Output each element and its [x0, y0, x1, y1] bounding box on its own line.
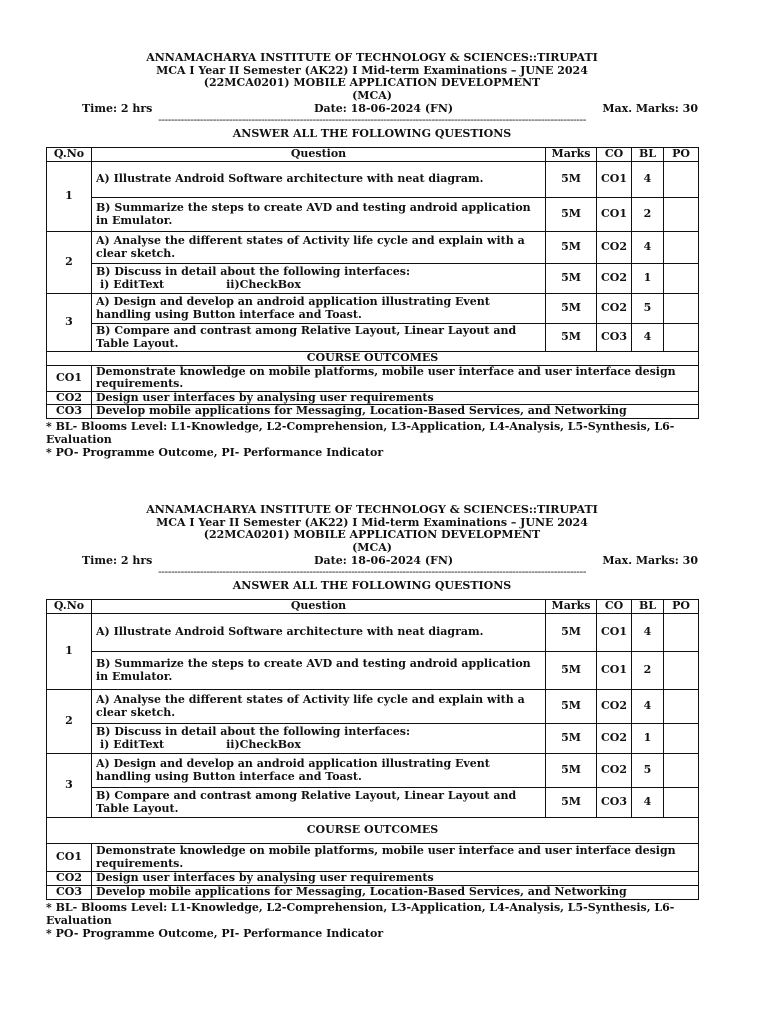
exam-paper-copy-2 — [46, 504, 698, 940]
divider-line: ------------------------------------------------------------------------------------------------------------------------------------- — [158, 116, 586, 126]
exam-time: Time: 2 hrs — [82, 102, 153, 115]
divider-line: ------------------------------------------------------------------------------------------------------------------------------------- — [158, 568, 586, 578]
question-line: in Emulator. — [96, 669, 173, 683]
question-line: clear sketch. — [96, 246, 176, 260]
question-marks: 5M — [546, 614, 597, 652]
question-number: 3 — [47, 754, 92, 818]
outcome-text: Develop mobile applications for Messaging, Location-Based Services, and Networking — [92, 886, 699, 900]
question-co: CO1 — [597, 198, 632, 232]
question-co: CO3 — [597, 788, 632, 818]
table-row — [47, 690, 699, 724]
question-bl: 4 — [632, 788, 664, 818]
question-text — [92, 690, 546, 724]
question-line: B) Summarize the steps to create AVD and testing android application — [96, 657, 531, 670]
paper-header — [46, 52, 698, 102]
question-co: CO2 — [597, 754, 632, 788]
question-po — [664, 162, 699, 198]
outcome-row — [47, 405, 699, 419]
question-marks: 5M — [546, 324, 597, 352]
institute-name: ANNAMACHARYA INSTITUTE OF TECHNOLOGY & SCIENCES::TIRUPATI — [146, 503, 598, 516]
question-line: B) Compare and contrast among Relative Layout, Linear Layout and — [96, 324, 517, 337]
question-po — [664, 652, 699, 690]
exam-max-marks: Max. Marks: 30 — [602, 554, 698, 567]
option-edittext: i) EditText — [100, 737, 165, 751]
question-bl: 4 — [632, 690, 664, 724]
table-row — [47, 264, 699, 294]
question-line: in Emulator. — [96, 213, 173, 227]
question-marks: 5M — [546, 788, 597, 818]
table-row — [47, 614, 699, 652]
question-bl: 2 — [632, 652, 664, 690]
question-po — [664, 264, 699, 294]
question-co: CO2 — [597, 294, 632, 324]
question-line: A) Analyse the different states of Activity life cycle and explain with a — [96, 693, 525, 706]
table-row — [47, 724, 699, 754]
outcome-code: CO1 — [47, 844, 92, 872]
question-number: 2 — [47, 232, 92, 294]
question-line: A) Design and develop an android application illustrating Event — [96, 295, 490, 308]
outcome-text — [92, 844, 699, 872]
outcome-text — [92, 365, 699, 391]
outcomes-title-row — [47, 352, 699, 366]
question-marks: 5M — [546, 652, 597, 690]
bl-note-cont: Evaluation — [46, 914, 112, 927]
question-bl: 1 — [632, 724, 664, 754]
outcome-line: Demonstrate knowledge on mobile platforms, mobile user interface and user interface design — [96, 364, 676, 378]
col-qno: Q.No — [47, 148, 92, 162]
question-line — [96, 279, 541, 292]
exam-meta-row — [46, 554, 698, 568]
question-po — [664, 324, 699, 352]
table-row — [47, 232, 699, 264]
question-bl: 4 — [632, 614, 664, 652]
exam-title: MCA I Year II Semester (AK22) I Mid-term Examinations – JUNE 2024 — [156, 63, 588, 77]
question-number: 2 — [47, 690, 92, 754]
exam-time: Time: 2 hrs — [82, 554, 153, 567]
option-checkbox: ii)CheckBox — [226, 737, 301, 751]
question-line: handling using Button interface and Toast. — [96, 769, 362, 783]
col-co: CO — [597, 148, 632, 162]
table-row — [47, 652, 699, 690]
question-co: CO2 — [597, 264, 632, 294]
question-text — [92, 754, 546, 788]
question-number: 3 — [47, 294, 92, 352]
bl-note-cont: Evaluation — [46, 432, 112, 446]
outcome-line: requirements. — [96, 856, 184, 870]
outcome-text: Design user interfaces by analysing user requirements — [92, 391, 699, 405]
table-row — [47, 162, 699, 198]
col-po: PO — [664, 600, 699, 614]
question-number: 1 — [47, 614, 92, 690]
subject-title: (22MCA0201) MOBILE APPLICATION DEVELOPMENT — [203, 528, 541, 541]
exam-paper-copy-1 — [46, 52, 698, 459]
outcome-row — [47, 391, 699, 405]
outcome-code: CO2 — [47, 872, 92, 886]
question-line: A) Illustrate Android Software architecture with neat diagram. — [96, 625, 484, 639]
question-bl: 2 — [632, 198, 664, 232]
col-bl: BL — [632, 600, 664, 614]
outcome-row — [47, 886, 699, 900]
question-line: clear sketch. — [96, 705, 176, 719]
col-marks: Marks — [546, 148, 597, 162]
question-line: B) Summarize the steps to create AVD and testing android application — [96, 201, 531, 214]
subject-title: (22MCA0201) MOBILE APPLICATION DEVELOPMENT — [203, 76, 541, 89]
instruction: ANSWER ALL THE FOLLOWING QUESTIONS — [232, 579, 512, 592]
question-text — [92, 724, 546, 754]
bl-note: * BL- Blooms Level: L1-Knowledge, L2-Comprehension, L3-Application, L4-Analysis, L5-Synthesis, L6- — [46, 419, 675, 433]
question-bl: 4 — [632, 324, 664, 352]
question-line: A) Illustrate Android Software architecture with neat diagram. — [96, 172, 484, 186]
option-edittext: i) EditText — [100, 277, 165, 291]
question-marks: 5M — [546, 264, 597, 294]
question-po — [664, 788, 699, 818]
question-co: CO1 — [597, 652, 632, 690]
outcomes-title: COURSE OUTCOMES — [47, 352, 699, 366]
exam-date: Date: 18-06-2024 (FN) — [314, 554, 454, 567]
outcomes-title: COURSE OUTCOMES — [47, 818, 699, 844]
question-table — [46, 599, 699, 900]
outcome-text: Develop mobile applications for Messaging, Location-Based Services, and Networking — [92, 405, 699, 419]
outcome-text: Design user interfaces by analysing user requirements — [92, 872, 699, 886]
question-marks: 5M — [546, 754, 597, 788]
question-line: Table Layout. — [96, 801, 179, 815]
institute-name: ANNAMACHARYA INSTITUTE OF TECHNOLOGY & SCIENCES::TIRUPATI — [146, 51, 598, 64]
question-marks: 5M — [546, 198, 597, 232]
outcome-code: CO3 — [47, 405, 92, 419]
question-text — [92, 232, 546, 264]
question-text — [92, 198, 546, 232]
col-qno: Q.No — [47, 600, 92, 614]
col-question: Question — [92, 600, 546, 614]
footnotes — [46, 420, 698, 459]
question-table — [46, 147, 699, 419]
question-po — [664, 294, 699, 324]
question-bl: 1 — [632, 264, 664, 294]
outcome-code: CO3 — [47, 886, 92, 900]
question-bl: 5 — [632, 294, 664, 324]
question-co: CO2 — [597, 724, 632, 754]
question-bl: 5 — [632, 754, 664, 788]
question-po — [664, 232, 699, 264]
question-co: CO1 — [597, 614, 632, 652]
question-bl: 4 — [632, 232, 664, 264]
question-po — [664, 724, 699, 754]
question-bl: 4 — [632, 162, 664, 198]
instruction: ANSWER ALL THE FOLLOWING QUESTIONS — [232, 127, 512, 140]
bl-note: * BL- Blooms Level: L1-Knowledge, L2-Comprehension, L3-Application, L4-Analysis, L5-Synthesis, L6- — [46, 901, 675, 914]
outcome-code: CO1 — [47, 365, 92, 391]
question-text — [92, 294, 546, 324]
table-header-row — [47, 148, 699, 162]
question-line: handling using Button interface and Toast. — [96, 307, 362, 321]
question-text — [92, 162, 546, 198]
exam-date: Date: 18-06-2024 (FN) — [314, 102, 454, 115]
option-checkbox: ii)CheckBox — [226, 277, 301, 291]
question-line: A) Analyse the different states of Activity life cycle and explain with a — [96, 234, 525, 247]
outcome-line: Demonstrate knowledge on mobile platforms, mobile user interface and user interface design — [96, 844, 676, 857]
question-marks: 5M — [546, 232, 597, 264]
question-line: B) Compare and contrast among Relative Layout, Linear Layout and — [96, 789, 517, 802]
question-marks: 5M — [546, 724, 597, 754]
question-marks: 5M — [546, 690, 597, 724]
question-line: B) Discuss in detail about the following interfaces: — [96, 265, 411, 278]
outcome-line: requirements. — [96, 377, 184, 390]
question-text — [92, 324, 546, 352]
outcome-row — [47, 872, 699, 886]
po-note: * PO- Programme Outcome, PI- Performance Indicator — [46, 927, 384, 940]
question-number: 1 — [47, 162, 92, 232]
question-text — [92, 788, 546, 818]
question-text — [92, 652, 546, 690]
question-co: CO1 — [597, 162, 632, 198]
exam-title: MCA I Year II Semester (AK22) I Mid-term Examinations – JUNE 2024 — [156, 515, 588, 529]
question-po — [664, 754, 699, 788]
question-marks: 5M — [546, 294, 597, 324]
table-row — [47, 324, 699, 352]
table-row — [47, 788, 699, 818]
question-co: CO3 — [597, 324, 632, 352]
question-text — [92, 614, 546, 652]
question-line — [96, 739, 541, 752]
col-co: CO — [597, 600, 632, 614]
question-line: Table Layout. — [96, 336, 179, 350]
outcomes-title-row — [47, 818, 699, 844]
table-row — [47, 198, 699, 232]
outcome-row — [47, 365, 699, 391]
footnotes — [46, 901, 698, 940]
paper-header — [46, 504, 698, 554]
outcome-code: CO2 — [47, 391, 92, 405]
col-marks: Marks — [546, 600, 597, 614]
col-question: Question — [92, 148, 546, 162]
question-line: B) Discuss in detail about the following interfaces: — [96, 725, 411, 738]
program-name: (MCA) — [352, 88, 392, 102]
question-text — [92, 264, 546, 294]
exam-max-marks: Max. Marks: 30 — [602, 102, 698, 115]
po-note: * PO- Programme Outcome, PI- Performance Indicator — [46, 445, 384, 459]
outcome-row — [47, 844, 699, 872]
question-co: CO2 — [597, 232, 632, 264]
col-po: PO — [664, 148, 699, 162]
table-row — [47, 294, 699, 324]
table-row — [47, 754, 699, 788]
table-header-row — [47, 600, 699, 614]
exam-meta-row — [46, 102, 698, 116]
question-po — [664, 690, 699, 724]
question-po — [664, 198, 699, 232]
col-bl: BL — [632, 148, 664, 162]
question-po — [664, 614, 699, 652]
question-co: CO2 — [597, 690, 632, 724]
question-marks: 5M — [546, 162, 597, 198]
question-line: A) Design and develop an android application illustrating Event — [96, 757, 490, 770]
program-name: (MCA) — [352, 540, 392, 554]
